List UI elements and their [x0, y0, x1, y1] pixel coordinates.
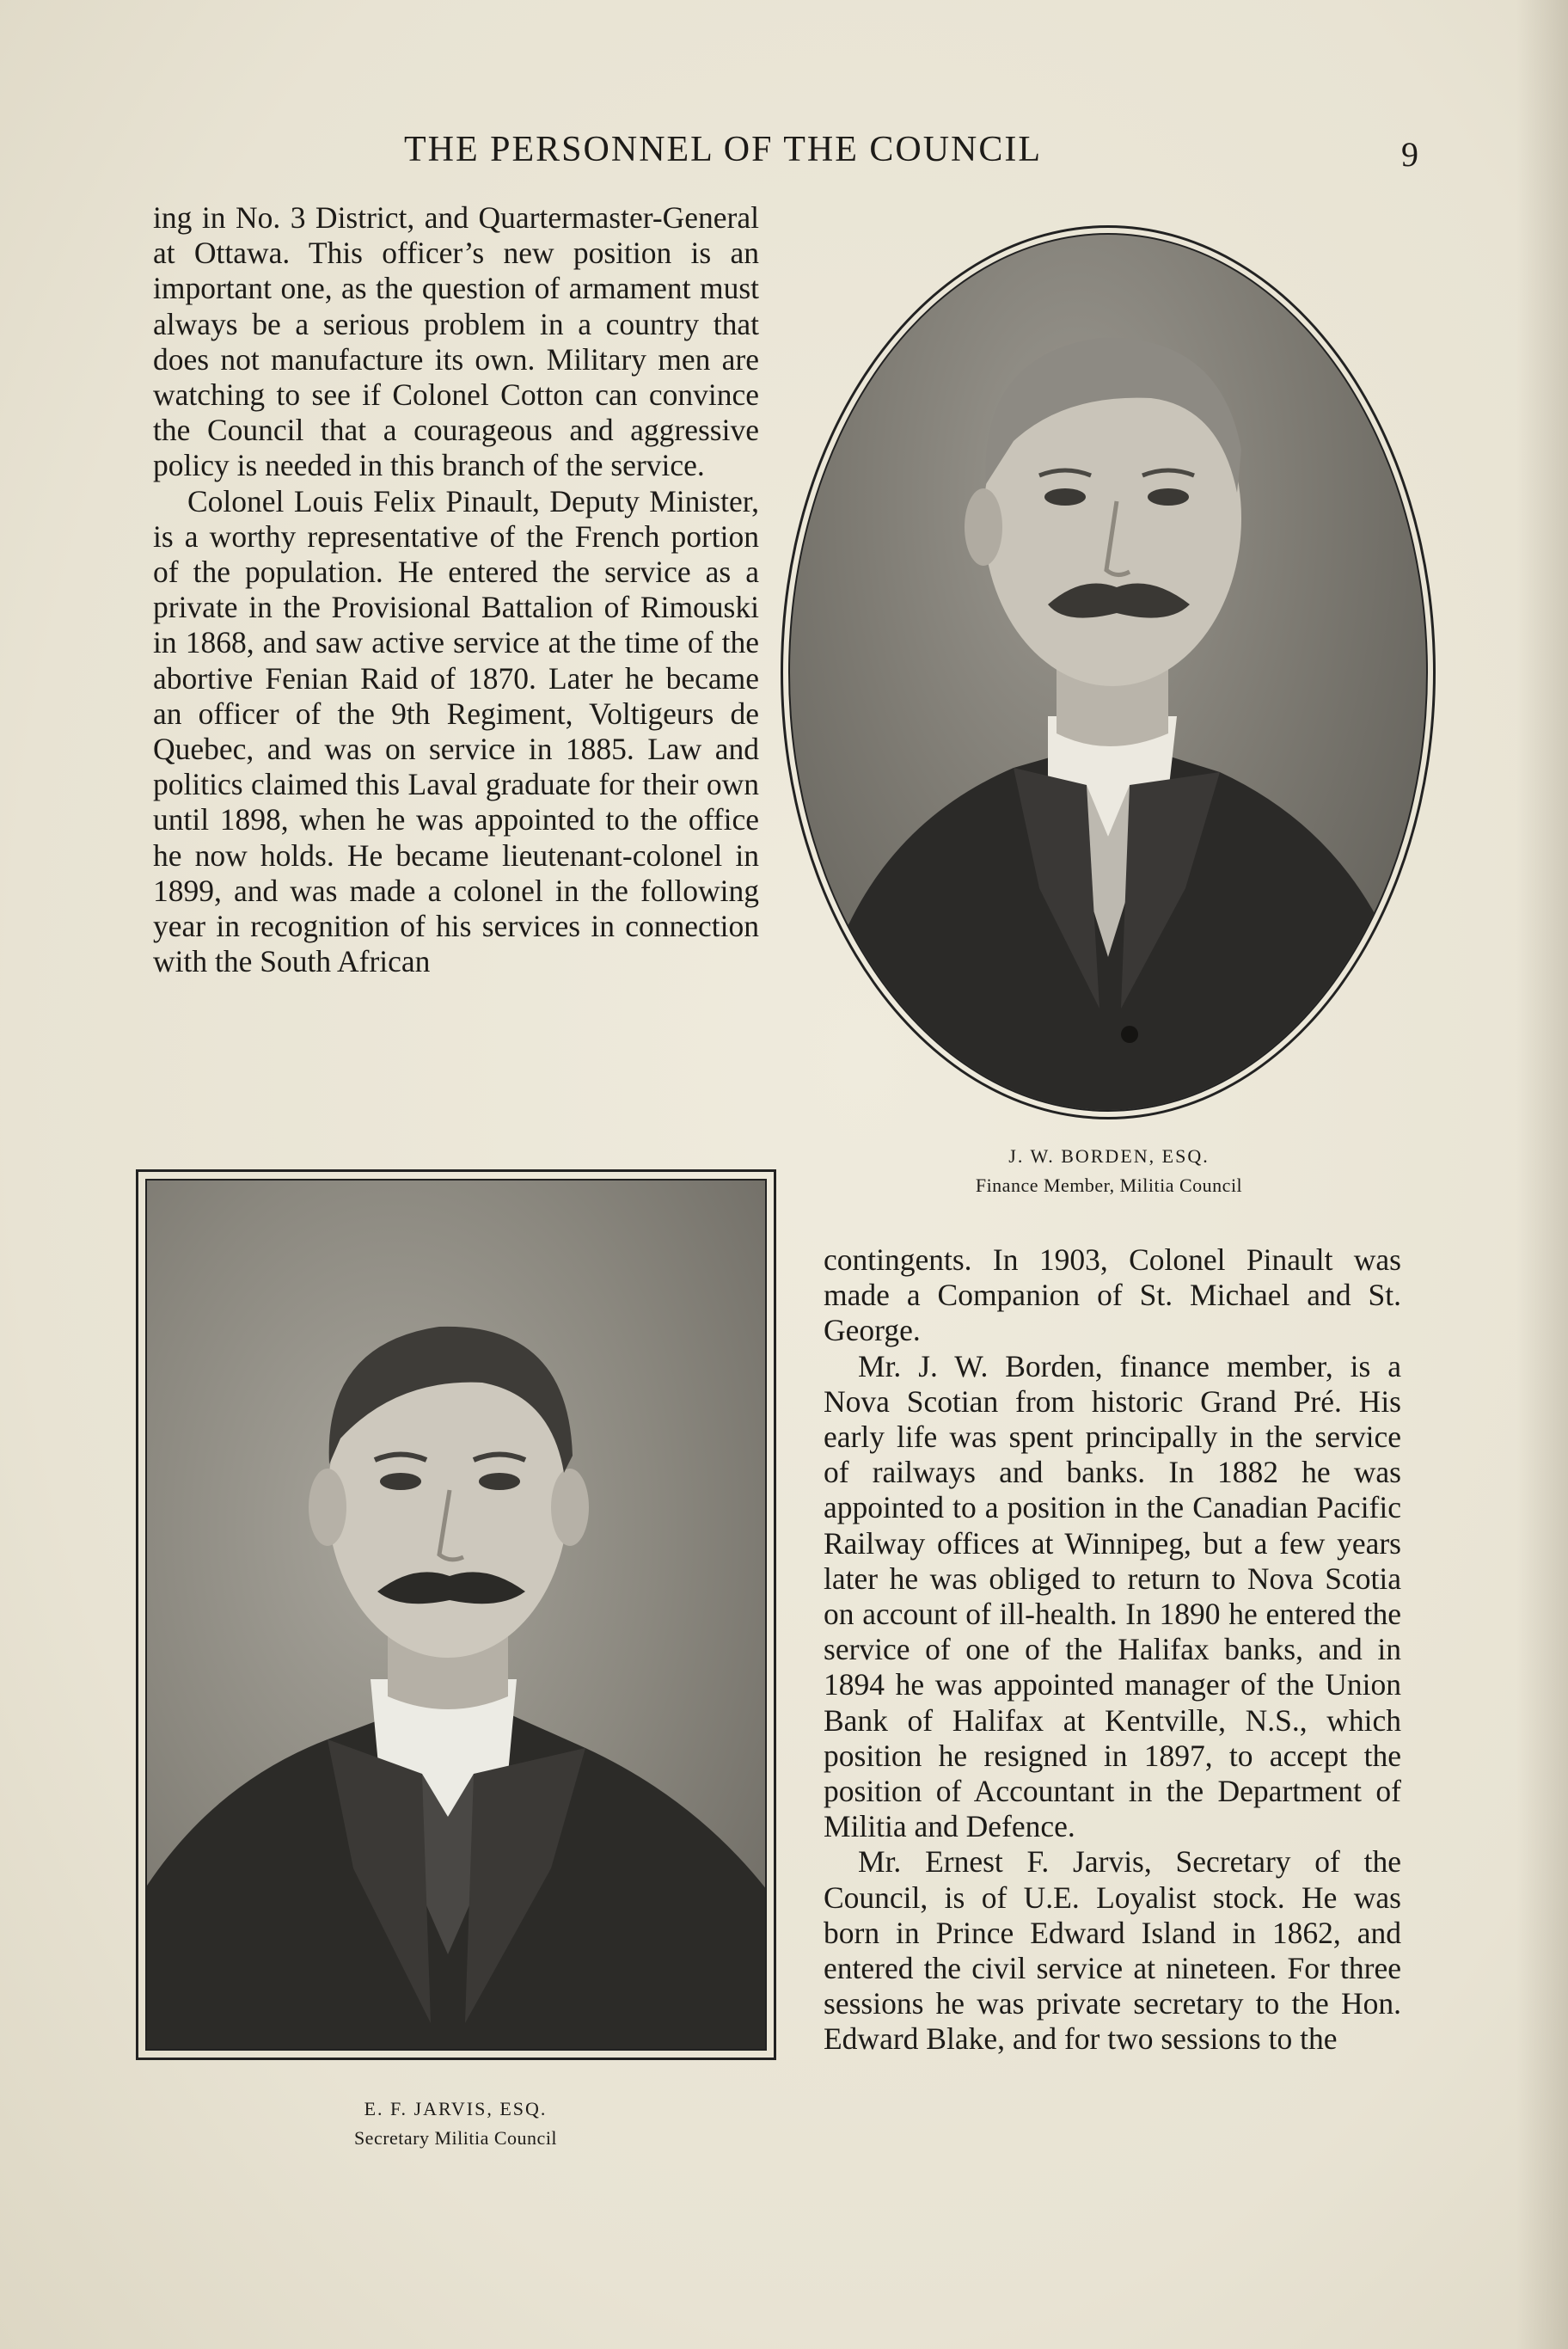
borden-portrait: [781, 225, 1436, 1119]
borden-photo: [788, 233, 1428, 1112]
paragraph: Mr. J. W. Borden, finance member, is a Nova Scotian from historic Grand Pré. His early life was spent principally in the service of railways and banks. In 1882 he was appointed to a position in the Canadian Pacific Railway offices at Winnipeg, but a few years later he was obliged to return to Nova Scotia on account of ill-health. In 1890 he entered the service of one of the Halifax banks, and in 1894 he was appointed manager of the Union Bank of Halifax at Kentville, N.S., which position he resigned in 1897, to accept the position of Accountant in the Department of Militia and Defence.: [824, 1348, 1401, 1844]
paragraph: contingents. In 1903, Colonel Pinault was made a Companion of St. Michael and St. George.: [824, 1242, 1401, 1348]
jarvis-caption: [292, 2098, 619, 2150]
page-number: 9: [1401, 135, 1418, 174]
jarvis-portrait: [136, 1169, 776, 2060]
paragraph: ing in No. 3 District, and Quartermaster-General at Ottawa. This officer’s new position is an important one, as the question of armament must always be a serious problem in a country that does not manufacture its own. Military men are watching to see if Colonel Cotton can convince the Council that a courageous and aggressive policy is needed in this branch of the service.: [153, 200, 759, 483]
jarvis-caption-name: E. F. JARVIS, ESQ.: [364, 2098, 548, 2119]
borden-photo-illustration: [790, 235, 1426, 1110]
right-text-column: [824, 1242, 1401, 2058]
borden-caption: [946, 1145, 1272, 1197]
borden-caption-role: Finance Member, Militia Council: [975, 1174, 1243, 1196]
running-title: THE PERSONNEL OF THE COUNCIL: [404, 130, 1043, 169]
paragraph: Colonel Louis Felix Pinault, Deputy Minister, is a worthy representative of the French portion of the population. He entered the service as a private in the Provisional Battalion of Rimouski in 1868, and saw active service at the time of the abortive Fenian Raid of 1870. Later he became an officer of the 9th Regiment, Voltigeurs de Quebec, and was on service in 1885. Law and politics claimed this Laval graduate for their own until 1898, when he was appointed to the office he now holds. He became lieutenant-colonel in 1899, and was made a colonel in the following year in recognition of his services in connection with the South African: [153, 483, 759, 979]
running-head: [155, 129, 1418, 181]
left-text-column: [153, 200, 759, 979]
jarvis-caption-role: Secretary Militia Council: [353, 2127, 558, 2149]
page-spine-shadow: [1516, 0, 1568, 2349]
jarvis-photo: [145, 1179, 767, 2051]
paragraph: Mr. Ernest F. Jarvis, Secretary of the Council, is of U.E. Loyalist stock. He was born in Prince Edward Island in 1862, and entered the civil service at nineteen. For three sessions he was private secretary to the Hon. Edward Blake, and for two sessions to the: [824, 1844, 1401, 2057]
borden-caption-name: J. W. BORDEN, ESQ.: [1008, 1145, 1210, 1167]
jarvis-photo-illustration: [147, 1181, 767, 2051]
